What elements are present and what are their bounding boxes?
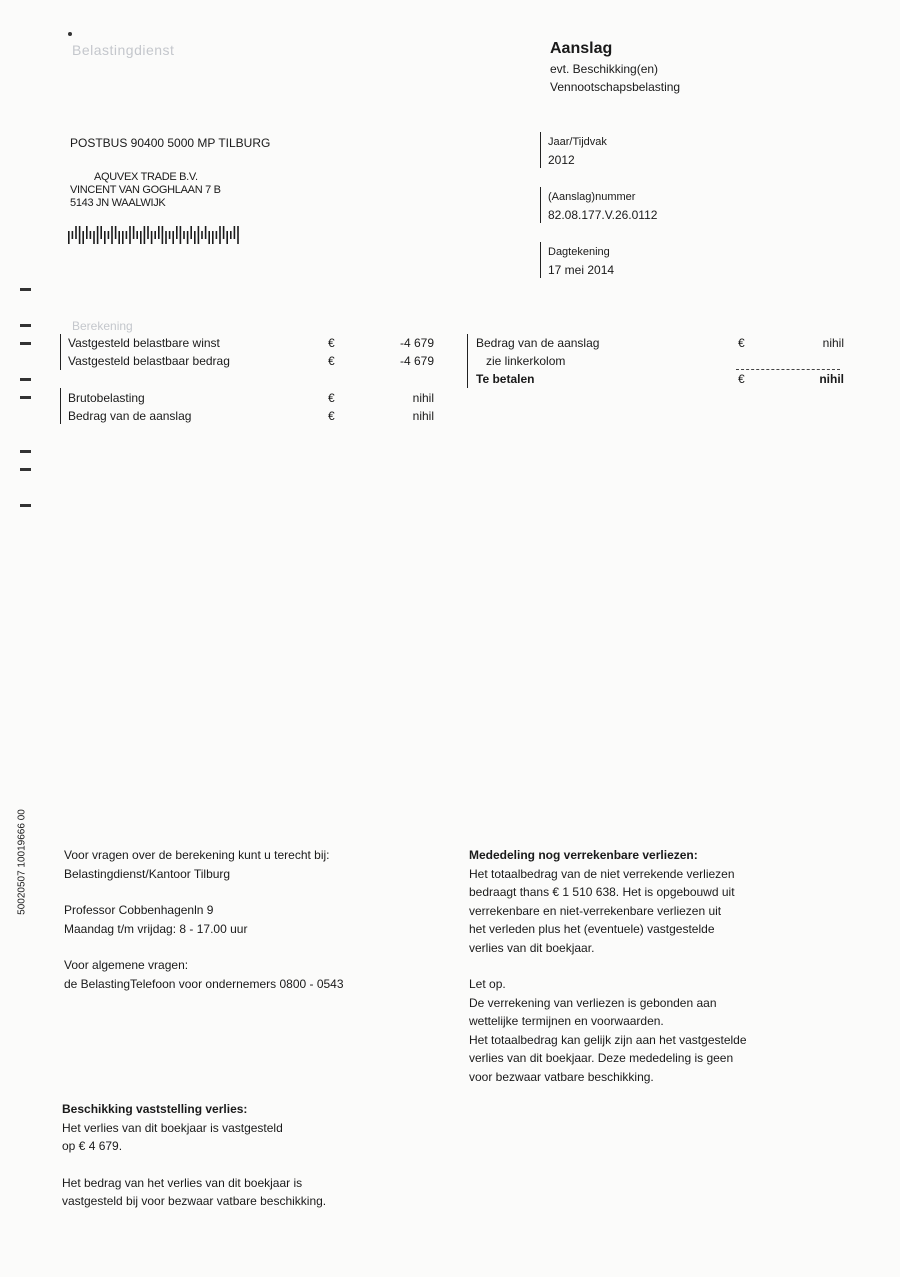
calc-row-label: Brutobelasting: [68, 391, 145, 405]
summary-total-value: nihil: [819, 372, 844, 386]
calc-row-value: nihil: [412, 391, 434, 405]
meta-year-label: Jaar/Tijdvak: [548, 136, 607, 148]
mededeling-title: Mededeling nog verrekenbare verliezen:: [469, 848, 698, 862]
calc-row-label: Vastgesteld belastbare winst: [68, 336, 220, 350]
contact-block: [64, 846, 344, 993]
beschikking-title: Beschikking vaststelling verlies:: [62, 1102, 248, 1116]
contact-address-line: Maandag t/m vrijdag: 8 - 17.00 uur: [64, 921, 248, 936]
calc-group-a-bar: [60, 334, 61, 370]
beschikking-block: [62, 1100, 326, 1211]
calc-row-label: Bedrag van de aanslag: [68, 409, 192, 423]
summary-row1-value: nihil: [822, 336, 844, 350]
margin-mark: [20, 378, 31, 381]
calc-heading: Berekening: [72, 319, 133, 333]
calc-row-currency: €: [328, 354, 335, 368]
side-code: [12, 806, 32, 918]
margin-mark: [20, 450, 31, 453]
summary-total-label: Te betalen: [476, 372, 535, 386]
beschikking-line: op € 4 679.: [62, 1139, 123, 1153]
mededeling-note-line: wettelijke termijnen en voorwaarden.: [469, 1014, 664, 1028]
side-code-text: 50020507 10019666 00: [16, 809, 28, 915]
mededeling-note-line: Let op.: [469, 977, 506, 991]
mededeling-block: [469, 846, 747, 1086]
margin-mark: [20, 342, 31, 345]
mededeling-line: verlies van dit boekjaar.: [469, 940, 595, 955]
mededeling-note-line: De verrekening van verliezen is gebonden aan: [469, 995, 717, 1010]
summary-row2-label: zie linkerkolom: [486, 354, 566, 368]
recipient-city: 5143 JN WAALWIJK: [70, 197, 166, 209]
calc-row-value: nihil: [412, 409, 434, 423]
doc-title: Aanslag: [550, 40, 613, 57]
contact-general-line: de BelastingTelefoon voor ondernemers 0800 - 0543: [64, 976, 344, 991]
calc-group-b-bar: [60, 388, 61, 424]
calc-row-currency: €: [328, 409, 335, 423]
recipient-street: VINCENT VAN GOGHLAAN 7 B: [70, 184, 221, 196]
meta-number-bar: [540, 187, 541, 223]
margin-mark: [20, 504, 31, 507]
meta-year-value: 2012: [548, 153, 575, 167]
recipient-name: AQUVEX TRADE B.V.: [94, 171, 198, 183]
logo-text: Belastingdienst: [72, 42, 175, 58]
beschikking-line2: Het bedrag van het verlies van dit boekjaar is: [62, 1175, 303, 1190]
mededeling-note-line: voor bezwaar vatbare beschikking.: [469, 1069, 654, 1084]
summary-row1-currency: €: [738, 336, 745, 350]
meta-date-bar: [540, 242, 541, 278]
summary-bar: [467, 334, 468, 388]
margin-mark: [20, 396, 31, 399]
logo-mark: [68, 32, 72, 36]
calc-row-value: -4 679: [399, 336, 434, 350]
calc-row-label: Vastgesteld belastbaar bedrag: [68, 354, 230, 368]
beschikking-line2: vastgesteld bij voor bezwaar vatbare beschikking.: [62, 1194, 327, 1208]
meta-number-value: 82.08.177.V.26.0112: [548, 208, 658, 222]
contact-line: Belastingdienst/Kantoor Tilburg: [64, 866, 231, 881]
sender-postbus: POSTBUS 90400 5000 MP TILBURG: [70, 136, 271, 150]
mededeling-note-line: Het totaalbedrag kan gelijk zijn aan het vastgestelde: [469, 1032, 747, 1047]
calc-row-value: -4 679: [399, 354, 434, 368]
meta-number-label: (Aanslag)nummer: [548, 191, 636, 203]
contact-line: Voor vragen over de berekening kunt u terecht bij:: [64, 848, 330, 862]
margin-mark: [20, 288, 31, 291]
meta-date-value: 17 mei 2014: [548, 263, 615, 277]
mededeling-line: het verleden plus het (eventuele) vastgestelde: [469, 922, 715, 936]
mededeling-note-line: verlies van dit boekjaar. Deze mededeling is geen: [469, 1051, 734, 1065]
summary-total-currency: €: [738, 372, 745, 386]
summary-row1-label: Bedrag van de aanslag: [476, 336, 600, 350]
beschikking-line: Het verlies van dit boekjaar is vastgesteld: [62, 1120, 283, 1135]
mededeling-line: verrekenbare en niet-verrekenbare verliezen uit: [469, 903, 722, 918]
postal-barcode: [68, 226, 248, 246]
calc-row-currency: €: [328, 336, 335, 350]
doc-subtitle-1: evt. Beschikking(en): [550, 62, 659, 76]
margin-mark: [20, 468, 31, 471]
contact-address-line: Professor Cobbenhagenln 9: [64, 903, 214, 917]
contact-general-line: Voor algemene vragen:: [64, 958, 189, 972]
mededeling-line: bedraagt thans € 1 510 638. Het is opgebouwd uit: [469, 885, 735, 899]
mededeling-line: Het totaalbedrag van de niet verrekende verliezen: [469, 866, 735, 881]
recipient-address: [70, 171, 221, 210]
doc-subtitle-2: Vennootschapsbelasting: [550, 80, 681, 94]
meta-year-bar: [540, 132, 541, 168]
meta-date-label: Dagtekening: [548, 246, 610, 258]
summary-total-rule: [736, 369, 840, 370]
calc-row-currency: €: [328, 391, 335, 405]
margin-mark: [20, 324, 31, 327]
